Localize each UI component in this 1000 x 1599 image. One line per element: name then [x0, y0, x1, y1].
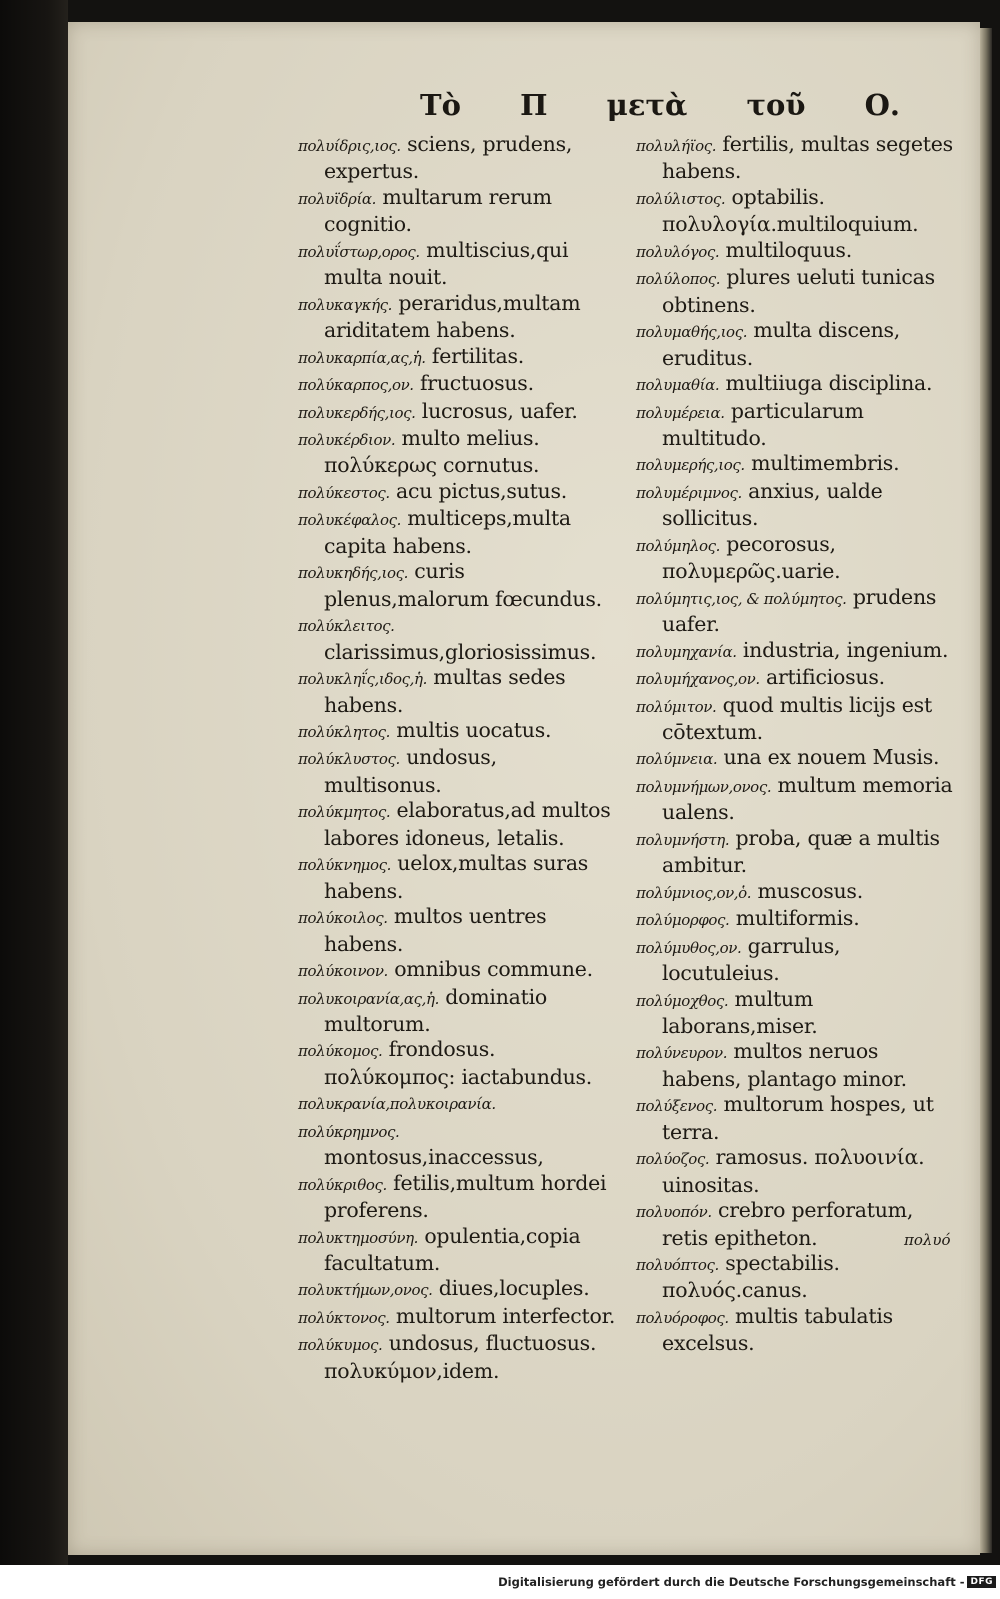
dictionary-entry [636, 479, 958, 532]
latin-definition: multiloquus. [725, 237, 852, 262]
dictionary-entry [298, 718, 620, 745]
left-column [298, 132, 620, 1384]
header-word-2: Π [520, 88, 548, 122]
dictionary-entry [636, 399, 958, 452]
dictionary-entry [636, 1145, 958, 1198]
latin-definition: lucrosus, uafer. [421, 398, 578, 423]
latin-definition: multiceps,multa capita habens. [324, 506, 571, 558]
dictionary-entry [636, 451, 958, 478]
greek-headword: πολυλήϊος. [636, 137, 717, 155]
greek-headword: πολυϊδρία. [298, 189, 377, 208]
dictionary-entry [636, 906, 958, 933]
latin-definition: multiiuga disciplina. [725, 371, 933, 396]
dictionary-entry [298, 1331, 620, 1384]
latin-definition: multarum rerum cognitio. [324, 184, 552, 237]
latin-definition: muscosus. [757, 878, 863, 903]
greek-headword: πολυκληΐς,ιδος,ἡ. [298, 670, 427, 689]
dictionary-entry [298, 851, 620, 904]
dictionary-entry [298, 665, 620, 718]
dictionary-entry [636, 265, 958, 318]
latin-definition: multos neruos habens, plantago minor. [662, 1039, 907, 1091]
dictionary-entry [298, 344, 620, 371]
dfg-logo: DFG [967, 1576, 996, 1588]
latin-definition: fertilis, multas segetes habens. [662, 132, 953, 184]
greek-headword: πολύξενος. [636, 1097, 718, 1116]
page-edge [980, 28, 992, 1553]
dictionary-entry [298, 479, 620, 506]
dictionary-entry [636, 987, 958, 1040]
latin-definition: spectabilis. πολυός.canus. [662, 1251, 840, 1303]
dictionary-entry [298, 399, 620, 426]
dictionary-entry [636, 1304, 958, 1357]
dictionary-entry [636, 638, 958, 665]
greek-headword: πολύμηλος. [636, 536, 720, 555]
greek-headword: πολύκοινον. [298, 962, 388, 981]
dictionary-entry [636, 693, 958, 746]
greek-headword: πολύκριθος. [298, 1175, 387, 1194]
greek-headword: πολυμαθία. [636, 376, 720, 395]
dictionary-entry [636, 132, 958, 185]
greek-headword: πολύκεστος. [298, 483, 390, 502]
dictionary-entry [636, 745, 958, 772]
dictionary-entry [298, 132, 620, 185]
greek-headword: πολυκέρδιον. [298, 430, 396, 449]
dictionary-entry [636, 532, 958, 585]
greek-headword: πολυΐστωρ,ορος. [298, 242, 420, 261]
greek-headword: πολυκοιρανία,ας,ἡ. [298, 989, 439, 1008]
latin-definition: multa discens, eruditus. [662, 318, 901, 370]
latin-definition: multiformis. [735, 906, 860, 931]
latin-definition: opulentia,copia facultatum. [324, 1223, 581, 1276]
dictionary-entry [636, 585, 958, 638]
greek-headword: πολύμνεια. [636, 750, 718, 769]
dictionary-entry [298, 426, 620, 479]
greek-headword: πολύκλειτος. [298, 617, 395, 636]
latin-definition: prudens uafer. [662, 584, 937, 637]
dictionary-entry [298, 1304, 620, 1331]
greek-headword: πολυόροφος. [636, 1308, 729, 1327]
dictionary-entry [298, 238, 620, 291]
greek-headword: πολυκαρπία,ας,ἡ. [298, 348, 426, 367]
greek-headword: πολύκρημνος. [298, 1122, 400, 1141]
greek-headword: πολύκαρπος,ον. [298, 376, 414, 395]
latin-definition: quod multis licijs est cōtextum. [662, 692, 932, 744]
latin-definition: industria, ingenium. [742, 637, 949, 662]
greek-headword: πολυμήχανος,ον. [636, 670, 760, 689]
latin-definition: fructuosus. [419, 371, 534, 396]
right-column [636, 132, 958, 1357]
latin-definition: curis plenus,malorum fœcundus. [324, 559, 602, 611]
greek-headword: πολυμνήστη. [636, 830, 730, 849]
dictionary-entry [298, 1118, 620, 1171]
latin-definition: optabilis. πολυλογία.multiloquium. [662, 184, 919, 237]
latin-definition: multimembris. [751, 451, 900, 476]
greek-headword: πολύκλητος. [298, 722, 390, 741]
latin-definition: crebro perforatum, retis epitheton. [662, 1198, 914, 1250]
latin-definition: multo melius. πολύκερως cornutus. [324, 425, 540, 478]
dictionary-entry [298, 1171, 620, 1224]
dictionary-entry [298, 559, 620, 612]
dictionary-entry [298, 745, 620, 798]
dictionary-entry [298, 904, 620, 957]
greek-headword: πολυκέφαλος. [298, 511, 401, 530]
latin-definition: ramosus. πολυοινία. uinositas. [662, 1145, 925, 1197]
running-header [420, 88, 900, 128]
latin-definition: plures ueluti tunicas obtinens. [662, 265, 935, 317]
greek-headword: πολυμέριμνος. [636, 483, 742, 502]
greek-headword: πολύκτονος. [298, 1308, 390, 1327]
latin-definition: sciens, prudens, expertus. [324, 132, 573, 184]
greek-headword: πολυμαθής,ιος. [636, 323, 748, 342]
greek-headword: πολύμιτον. [636, 697, 717, 716]
latin-definition: una ex nouem Musis. [723, 745, 940, 770]
greek-headword: πολύοζος. [636, 1150, 710, 1169]
latin-definition: undosus, fluctuosus. πολυκύμον,idem. [324, 1331, 597, 1383]
dictionary-entry [298, 612, 620, 665]
latin-definition: particularum multitudo. [662, 398, 864, 450]
greek-headword: πολύμορφος. [636, 911, 730, 930]
dictionary-entry [636, 773, 958, 826]
dictionary-entry [636, 934, 958, 987]
dictionary-entry [298, 1037, 620, 1090]
greek-headword: πολυλόγος. [636, 242, 720, 261]
greek-headword: πολύλιστος. [636, 189, 726, 208]
footer-credit: Digitalisierung gefördert durch die Deutsche Forschungsgemeinschaft - [498, 1575, 965, 1589]
greek-headword: πολύμοχθος. [636, 991, 729, 1010]
latin-definition: elaboratus,ad multos labores idoneus, letalis. [324, 798, 611, 850]
dictionary-entry [298, 291, 620, 344]
header-word-1: Τὸ [420, 88, 461, 122]
dictionary-entry [298, 506, 620, 559]
latin-definition: anxius, ualde sollicitus. [662, 478, 883, 531]
dictionary-entry [636, 371, 958, 398]
header-word-5: Ο. [864, 88, 900, 122]
latin-definition: multiscius,qui multa nouit. [324, 237, 569, 290]
dictionary-entry [636, 1039, 958, 1092]
greek-headword: πολυκρανία,πολυκοιρανία. [298, 1095, 496, 1114]
greek-headword: πολύμνιος,ον,ὁ. [636, 883, 752, 902]
latin-definition: artificiosus. [766, 665, 885, 690]
latin-definition: multis tabulatis excelsus. [662, 1303, 893, 1356]
latin-definition: frondosus. πολύκομπος: iactabundus. [324, 1037, 593, 1089]
header-word-4: τοῦ [746, 88, 806, 122]
latin-definition: multorum hospes, ut terra. [662, 1092, 934, 1144]
latin-definition: fetilis,multum hordei proferens. [324, 1170, 607, 1223]
greek-headword: πολύκοιλος. [298, 909, 388, 928]
greek-headword: πολυκαγκής. [298, 295, 393, 314]
latin-definition: undosus, multisonus. [324, 745, 497, 797]
latin-definition: multis uocatus. [396, 717, 552, 742]
greek-headword: πολύκλυστος. [298, 750, 400, 769]
greek-headword: πολυκτημοσύνη. [298, 1228, 419, 1247]
latin-definition: peraridus,multam ariditatem habens. [324, 290, 581, 343]
greek-headword: πολύκνημος. [298, 856, 392, 875]
dictionary-entry [636, 185, 958, 238]
greek-headword: πολυκτήμων,ονος. [298, 1281, 433, 1300]
greek-headword: πολυόπτος. [636, 1256, 719, 1275]
dictionary-entry [298, 957, 620, 984]
latin-definition: omnibus commune. [394, 957, 593, 982]
dictionary-entry [636, 238, 958, 265]
latin-definition: multum memoria ualens. [662, 772, 953, 825]
dictionary-entry [298, 1276, 620, 1303]
catchword: πολυό [904, 1231, 951, 1249]
latin-definition: multas sedes habens. [324, 665, 566, 717]
scan-background-left [0, 0, 68, 1565]
greek-headword: πολύμυθος,ον. [636, 938, 742, 957]
dictionary-entry [298, 985, 620, 1038]
dictionary-entry [298, 1090, 620, 1117]
latin-definition: dominatio multorum. [324, 984, 548, 1036]
greek-headword: πολύλοπος. [636, 270, 721, 289]
latin-definition: uelox,multas suras habens. [324, 851, 589, 903]
latin-definition: multum laborans,miser. [662, 986, 818, 1038]
latin-definition: multorum interfector. [395, 1303, 616, 1328]
dictionary-entry [636, 665, 958, 692]
greek-headword: πολυμερής,ιος. [636, 456, 745, 475]
greek-headword: πολύνευρον. [636, 1044, 728, 1063]
dictionary-entry [298, 185, 620, 238]
latin-definition: acu pictus,sutus. [396, 478, 568, 503]
latin-definition: garrulus, locutuleius. [662, 933, 841, 986]
dictionary-entry [298, 371, 620, 398]
greek-headword: πολυκηδής,ιος. [298, 564, 409, 583]
dictionary-entry [636, 879, 958, 906]
greek-headword: πολυμηχανία. [636, 642, 737, 661]
greek-headword: πολυκερδής,ιος. [298, 403, 416, 422]
greek-headword: πολυοπόν. [636, 1203, 712, 1222]
latin-definition: proba, quæ a multis ambitur. [662, 825, 940, 878]
greek-headword: πολύμητις,ιος, & πολύμητος. [636, 589, 847, 608]
latin-definition: montosus,inaccessus, [324, 1145, 544, 1170]
latin-definition: multos uentres habens. [324, 904, 547, 956]
greek-headword: πολυμέρεια. [636, 403, 725, 422]
greek-headword: πολύκυμος. [298, 1336, 383, 1355]
dictionary-entry [636, 826, 958, 879]
latin-definition: diues,locuples. [438, 1276, 590, 1301]
header-word-3: μετὰ [606, 88, 688, 122]
latin-definition: pecorosus, πολυμερῶς.uarie. [662, 531, 841, 584]
dictionary-entry [636, 318, 958, 371]
dictionary-entry [298, 1224, 620, 1277]
greek-headword: πολύκομος. [298, 1042, 383, 1061]
dictionary-entry [636, 1092, 958, 1145]
latin-definition: fertilitas. [431, 343, 525, 368]
latin-definition: clarissimus,gloriosissimus. [324, 639, 597, 664]
greek-headword: πολύκμητος. [298, 803, 391, 822]
dictionary-entry [636, 1251, 958, 1304]
greek-headword: πολυίδρις,ιος. [298, 137, 401, 155]
digitization-footer [0, 1565, 1000, 1599]
dictionary-entry [298, 798, 620, 851]
greek-headword: πολυμνήμων,ονος. [636, 777, 772, 796]
